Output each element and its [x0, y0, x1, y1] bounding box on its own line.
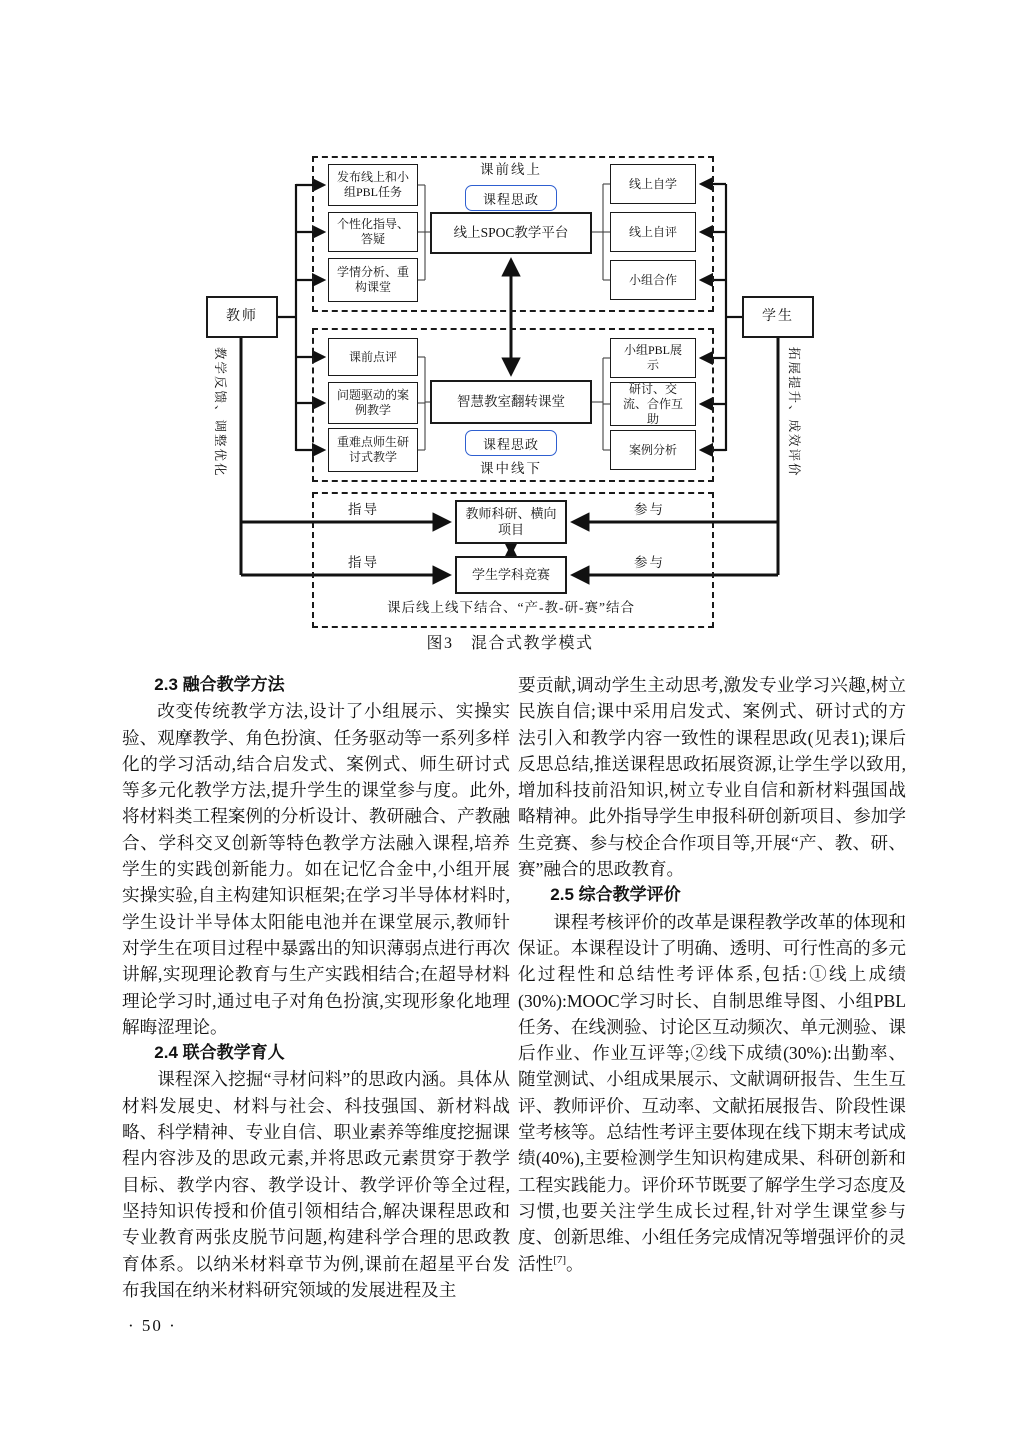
- in-class-ideology-badge: 课程思政: [465, 430, 557, 456]
- pre-class-teacher-task-1: 发布线上和小组PBL任务: [328, 164, 418, 206]
- student-competition-box: 学生学科竞赛: [455, 556, 567, 594]
- paragraph-2-4: 课程深入挖掘“寻材问料”的思政内涵。具体从材料发展史、材料与社会、科技强国、新材料战略、科学精神、专业自信、职业素养等维度挖掘课程内容涉及的思政元素,并将思政元素贯穿于教学目标、教学内容、教学设计、教学评价等全过程,坚持知识传授和价值引领相结合,解决课程思政和专业教育两张皮脱节问题,构建科学合理的思政教育体系。以纳米材料章节为例,课前在超星平台发布我国在纳米材料研究领域的发展进程及主: [122, 1069, 510, 1300]
- paragraph-2-5: [518, 909, 906, 1277]
- paragraph-2-4-continued: 要贡献,调动学生主动思考,激发专业学习兴趣,树立民族自信;课中采用启发式、案例式、研讨式的方法引入和教学内容一致性的课程思政(见表1);课后反思总结,推送课程思政拓展资源,让学生学以致用,增加科技前沿知识,树立专业自信和新材料强国战略精神。此外指导学生申报科研创新项目、参加学生竞赛、参与校企合作项目等,开展“产、教、研、赛”融合的思政教育。: [518, 675, 906, 880]
- in-class-student-task-3: 案例分析: [610, 430, 696, 470]
- spoc-platform-box: 线上SPOC教学平台: [430, 212, 592, 254]
- participate-label-2: 参与: [634, 555, 665, 570]
- teacher-box: 教师: [206, 296, 278, 338]
- reference-7-marker: [7]: [553, 1253, 567, 1266]
- student-box: 学生: [742, 296, 814, 338]
- heading-2-5: 2.5 综合教学评价: [550, 885, 681, 905]
- after-class-note: 课后线上线下结合、“产-教-研-赛”结合: [387, 600, 635, 615]
- figure-blended-teaching-model: [0, 0, 1020, 665]
- pre-class-ideology-badge: 课程思政: [465, 185, 557, 211]
- pre-class-student-task-2: 线上自评: [610, 212, 696, 252]
- heading-2-3: 2.3 融合教学方法: [154, 675, 285, 694]
- smart-classroom-box: 智慧教室翻转课堂: [430, 380, 592, 424]
- pre-class-teacher-task-3: 学情分析、重构课堂: [328, 258, 418, 302]
- student-gain-label: 拓展提升、成效评价: [787, 347, 801, 478]
- teacher-research-project-box: 教师科研、横向项目: [455, 500, 567, 544]
- heading-2-4: 2.4 联合教学育人: [154, 1043, 285, 1063]
- right-column: [518, 672, 906, 1277]
- page-number: · 50 ·: [128, 1316, 177, 1335]
- pre-class-teacher-task-2: 个性化指导、答疑: [328, 212, 418, 252]
- participate-label-1: 参与: [634, 502, 665, 517]
- paragraph-2-5-end: 。: [566, 1253, 584, 1274]
- paragraph-2-5-text: 课程考核评价的改革是课程教学改革的体现和保证。本课程设计了明确、透明、可行性高的多元化过程性和总结性考评体系,包括:①线上成绩(30%):MOOC学习时长、自制思维导图、小组PBL任务、在线测验、讨论区互动频次、单元测验、课后作业、作业互评等;②线下成绩(30%):出勤率、随堂测试、小组成果展示、文献调研报告、生生互评、教师评价、互动率、文献拓展报告、阶段性课堂考核等。总结性考评主要体现在线下期末考试成绩(40%),主要检测学生知识构建成果、科研创新和工程实践能力。评价环节既要了解学生学习态度及习惯,也要关注学生成长过程,针对学生课堂参与度、创新思维、小组任务完成情况等增强评价的灵活性: [518, 911, 906, 1274]
- in-class-student-task-2: 研讨、交流、合作互助: [610, 382, 696, 426]
- left-column: [122, 672, 510, 1303]
- teacher-feedback-label: 教学反馈、调整优化: [213, 347, 227, 478]
- pre-class-student-task-3: 小组合作: [610, 260, 696, 300]
- in-class-student-task-1: 小组PBL展示: [610, 338, 696, 378]
- pre-class-stage-label: 课前线上: [480, 162, 542, 177]
- paragraph-2-3: 改变传统教学方法,设计了小组展示、实操实验、观摩教学、角色扮演、任务驱动等一系列多样化的学习活动,结合启发式、案例式、师生研讨式等多元化教学方法,提升学生的课堂参与度。此外,将材料类工程案例的分析设计、教研融合、产教融合、学科交叉创新等特色教学方法融入课程,培养学生的实践创新能力。如在记忆合金中,小组开展实操实验,自主构建知识框架;在学习半导体材料时,学生设计半导体太阳能电池并在课堂展示,教师针对学生在项目过程中暴露出的知识薄弱点进行再次讲解,实现理论教育与生产实践相结合;在超导材料理论学习时,通过电子对角色扮演,实现形象化地理解晦涩理论。: [122, 701, 510, 1037]
- figure-caption: 图3 混合式教学模式: [426, 635, 594, 652]
- guide-label-2: 指导: [348, 555, 379, 570]
- guide-label-1: 指导: [348, 502, 379, 517]
- in-class-teacher-task-3: 重难点师生研讨式教学: [328, 428, 418, 472]
- pre-class-student-task-1: 线上自学: [610, 164, 696, 204]
- in-class-teacher-task-1: 课前点评: [328, 338, 418, 376]
- in-class-stage-label: 课中线下: [480, 461, 542, 476]
- in-class-teacher-task-2: 问题驱动的案例教学: [328, 382, 418, 424]
